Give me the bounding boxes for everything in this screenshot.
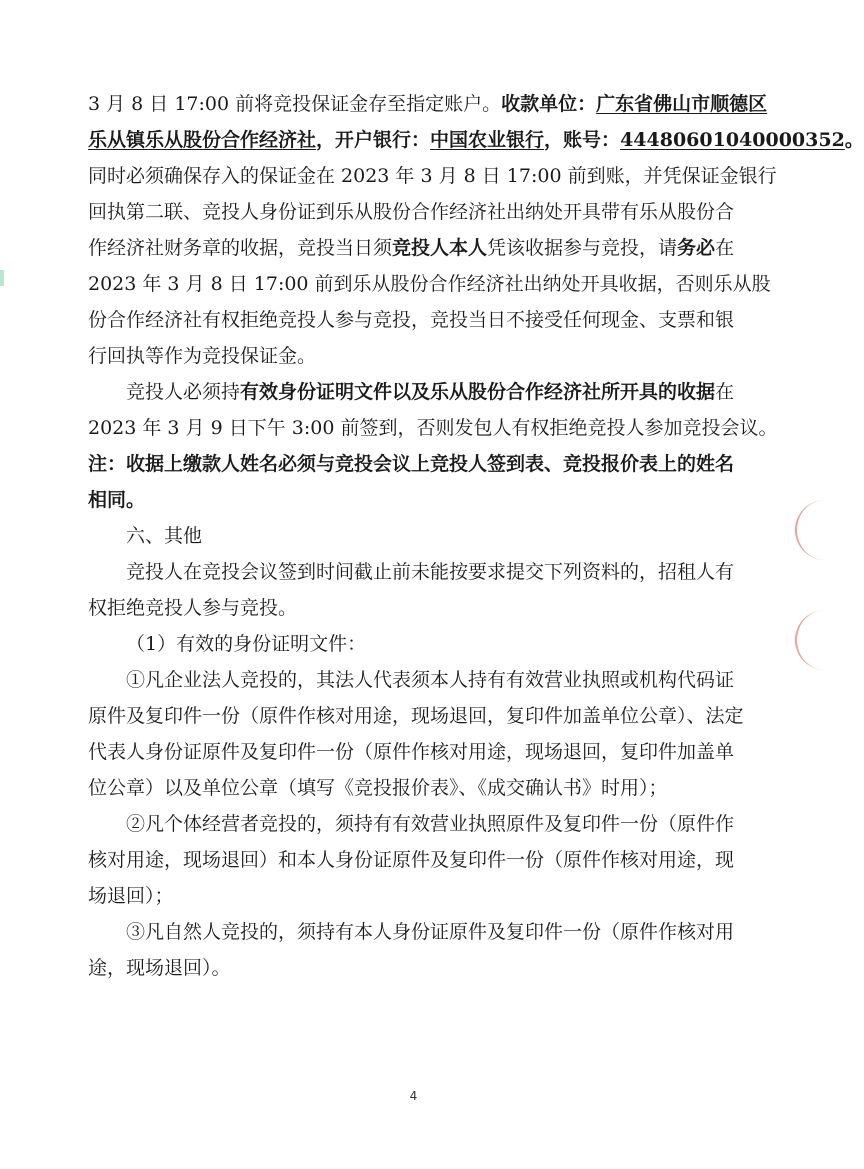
text-span: 六、其他 — [126, 525, 203, 547]
text-span: ，开户银行： — [316, 129, 431, 151]
text-line — [88, 662, 758, 698]
text-span: 代表人身份证原件及复印件一份（原件作核对用途，现场退回，复印件加盖单 — [88, 741, 735, 763]
text-span: 44480601040000352 — [620, 129, 845, 151]
text-span: 2023 年 3 月 8 日 17:00 前到乐从股份合作经济社出纳处开具收据，否则乐从股 — [88, 273, 771, 295]
text-span: 权拒绝竞投人参与竞投。 — [88, 597, 298, 619]
text-line — [88, 230, 758, 266]
text-line — [88, 698, 758, 734]
text-line — [88, 914, 758, 950]
text-span: 乐从镇乐从股份合作经济社 — [88, 129, 317, 151]
text-line — [88, 194, 758, 230]
text-span: ①凡企业法人竞投的，其法人代表须本人持有有效营业执照或机构代码证 — [126, 669, 735, 691]
text-span: 竞投人必须持 — [126, 381, 241, 403]
text-line — [88, 554, 758, 590]
text-span: 核对用途，现场退回）和本人身份证原件及复印件一份（原件作核对用途，现 — [88, 849, 735, 871]
text-line — [88, 122, 864, 158]
text-line — [88, 374, 758, 410]
text-span: 竞投人本人 — [392, 237, 488, 259]
text-span: 。 — [844, 129, 864, 151]
text-span: 位公章）以及单位公章（填写《竞投报价表》、《成交确认书》时用）； — [88, 777, 668, 799]
text-span: 场退回）； — [88, 885, 174, 907]
text-span: 份合作经济社有权拒绝竞投人参与竞投，竞投当日不接受任何现金、支票和银 — [88, 309, 735, 331]
text-line — [88, 158, 777, 194]
text-line — [88, 950, 758, 986]
seal-stamp-fragment — [795, 500, 827, 560]
text-line — [88, 590, 758, 626]
text-span: 3 月 8 日 17:00 前将竞投保证金存至指定账户。 — [88, 93, 502, 115]
text-line — [88, 842, 758, 878]
text-line — [88, 878, 758, 914]
text-span: 有效身份证明文件以及乐从股份合作经济社所开具的收据 — [240, 381, 716, 403]
text-span: 在 — [715, 381, 735, 403]
note-line — [88, 482, 758, 518]
text-span: 收款单位： — [501, 93, 597, 115]
page-number: 4 — [409, 1089, 418, 1103]
section-heading — [88, 518, 758, 554]
text-line — [88, 734, 758, 770]
text-span: 2023 年 3 月 9 日下午 3:00 前签到，否则发包人有权拒绝竞投人参加竞投会议。 — [88, 417, 778, 439]
text-line — [88, 770, 758, 806]
text-span: 回执第二联、竞投人身份证到乐从股份合作经济社出纳处开具带有乐从股份合 — [88, 201, 735, 223]
subsection-heading — [88, 626, 758, 662]
seal-stamp-fragment — [795, 610, 827, 670]
text-span: 途，现场退回）。 — [88, 957, 231, 979]
text-line — [88, 410, 778, 446]
document-body — [88, 86, 864, 986]
text-span: ②凡个体经营者竞投的，须持有有效营业执照原件及复印件一份（原件作 — [126, 813, 735, 835]
text-line — [88, 86, 768, 122]
text-span: 广东省佛山市顺德区 — [596, 93, 768, 115]
text-span: ，账号： — [544, 129, 621, 151]
text-span: 行回执等作为竞投保证金。 — [88, 345, 317, 367]
text-span: 务必 — [677, 237, 716, 259]
text-span: 中国农业银行 — [430, 129, 545, 151]
text-line — [88, 806, 758, 842]
text-span: 相同。 — [88, 489, 146, 511]
text-line — [88, 302, 758, 338]
text-span: 同时必须确保存入的保证金在 2023 年 3 月 8 日 17:00 前到账，并凭保证金银行 — [88, 165, 777, 187]
text-span: 注：收据上缴款人姓名必须与竞投会议上竞投人签到表、竞投报价表上的姓名 — [88, 453, 735, 475]
text-span: 作经济社财务章的收据，竞投当日须 — [88, 237, 393, 259]
text-span: 在 — [715, 237, 735, 259]
note-line — [88, 446, 758, 482]
text-span: （1）有效的身份证明文件： — [126, 633, 367, 655]
text-span: 竞投人在竞投会议签到时间截止前未能按要求提交下列资料的，招租人有 — [126, 561, 735, 583]
text-span: ③凡自然人竞投的，须持有本人身份证原件及复印件一份（原件作核对用 — [126, 921, 735, 943]
text-span: 凭该收据参与竞投，请 — [487, 237, 678, 259]
text-line — [88, 266, 771, 302]
text-span: 原件及复印件一份（原件作核对用途，现场退回，复印件加盖单位公章）、法定 — [88, 705, 744, 727]
text-line — [88, 338, 758, 374]
scan-mark — [0, 270, 4, 286]
